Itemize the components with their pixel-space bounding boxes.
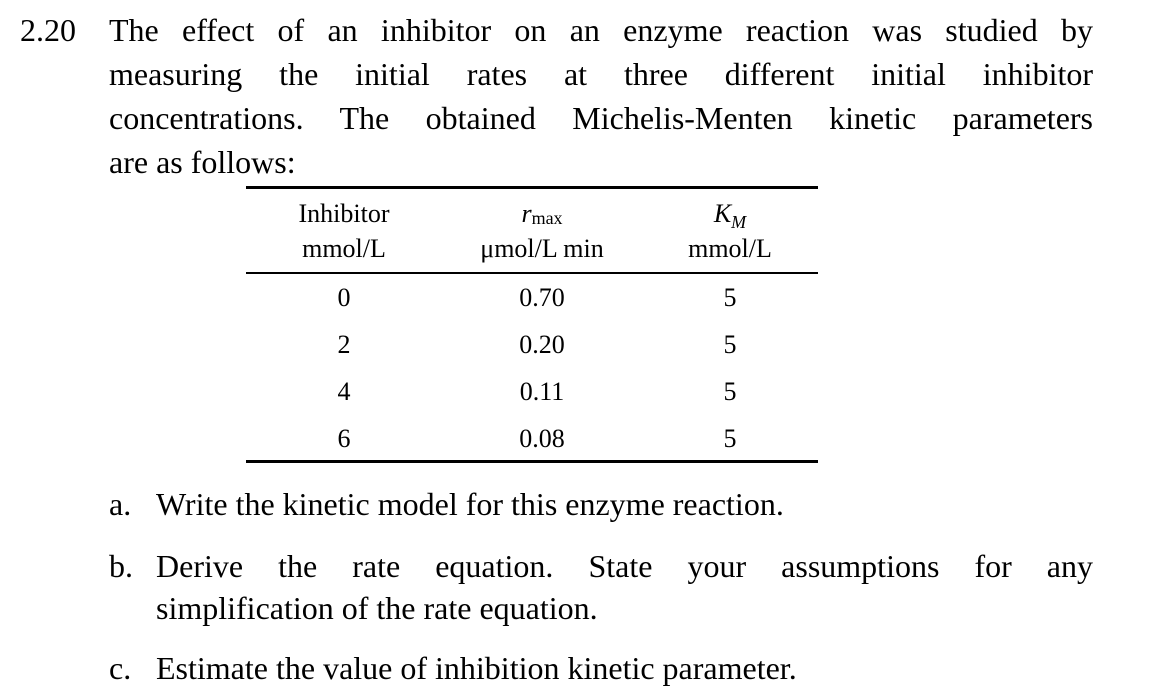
question-b-line-2: simplification of the rate equation. <box>156 590 598 626</box>
table-header-rule <box>246 272 818 274</box>
question-a-text <box>156 483 1093 525</box>
cell-rmax: 0.20 <box>519 330 565 359</box>
cell-inhibitor: 4 <box>337 377 351 406</box>
cell-km: 5 <box>723 283 737 312</box>
question-b-line-1: Derive the rate equation. State your assumptions for any <box>156 548 1093 584</box>
header-km-subscript: M <box>731 212 747 232</box>
cell-km: 5 <box>723 424 737 453</box>
header-rmax-symbol: r <box>521 199 532 228</box>
problem-number: 2.20 <box>20 12 76 48</box>
table-bottom-rule <box>246 460 818 463</box>
question-c-text <box>156 647 1093 689</box>
problem-line-4: are as follows: <box>109 144 296 180</box>
question-b-text <box>156 545 1093 629</box>
header-rmax-subscript: max <box>531 208 563 228</box>
cell-rmax: 0.11 <box>519 377 565 406</box>
problem-statement <box>109 8 1093 184</box>
problem-line-1: The effect of an inhibitor on an enzyme reaction was studied by <box>109 12 1093 48</box>
header-inhibitor: Inhibitor <box>298 199 390 228</box>
cell-rmax: 0.70 <box>519 283 565 312</box>
problem-line-3: concentrations. The obtained Michelis-Menten kinetic parameters <box>109 100 1093 136</box>
question-b-label: b. <box>109 548 133 584</box>
problem-line-2: measuring the initial rates at three different initial inhibitor <box>109 56 1093 92</box>
header-km <box>642 198 818 232</box>
cell-km: 5 <box>723 377 737 406</box>
question-c-line-1: Estimate the value of inhibition kinetic parameter. <box>156 650 797 686</box>
question-a-line-1: Write the kinetic model for this enzyme reaction. <box>156 486 784 522</box>
cell-inhibitor: 2 <box>337 330 351 359</box>
question-c-label: c. <box>109 650 132 686</box>
cell-inhibitor: 6 <box>337 424 351 453</box>
header-rmax <box>442 198 642 232</box>
unit-inhibitor: mmol/L <box>302 234 386 263</box>
unit-km: mmol/L <box>688 234 772 263</box>
table-top-rule <box>246 186 818 189</box>
cell-inhibitor: 0 <box>337 283 351 312</box>
question-a-label: a. <box>109 486 132 522</box>
header-km-symbol: K <box>713 199 732 228</box>
cell-rmax: 0.08 <box>519 424 565 453</box>
cell-km: 5 <box>723 330 737 359</box>
unit-rmax: μmol/L min <box>480 234 604 263</box>
